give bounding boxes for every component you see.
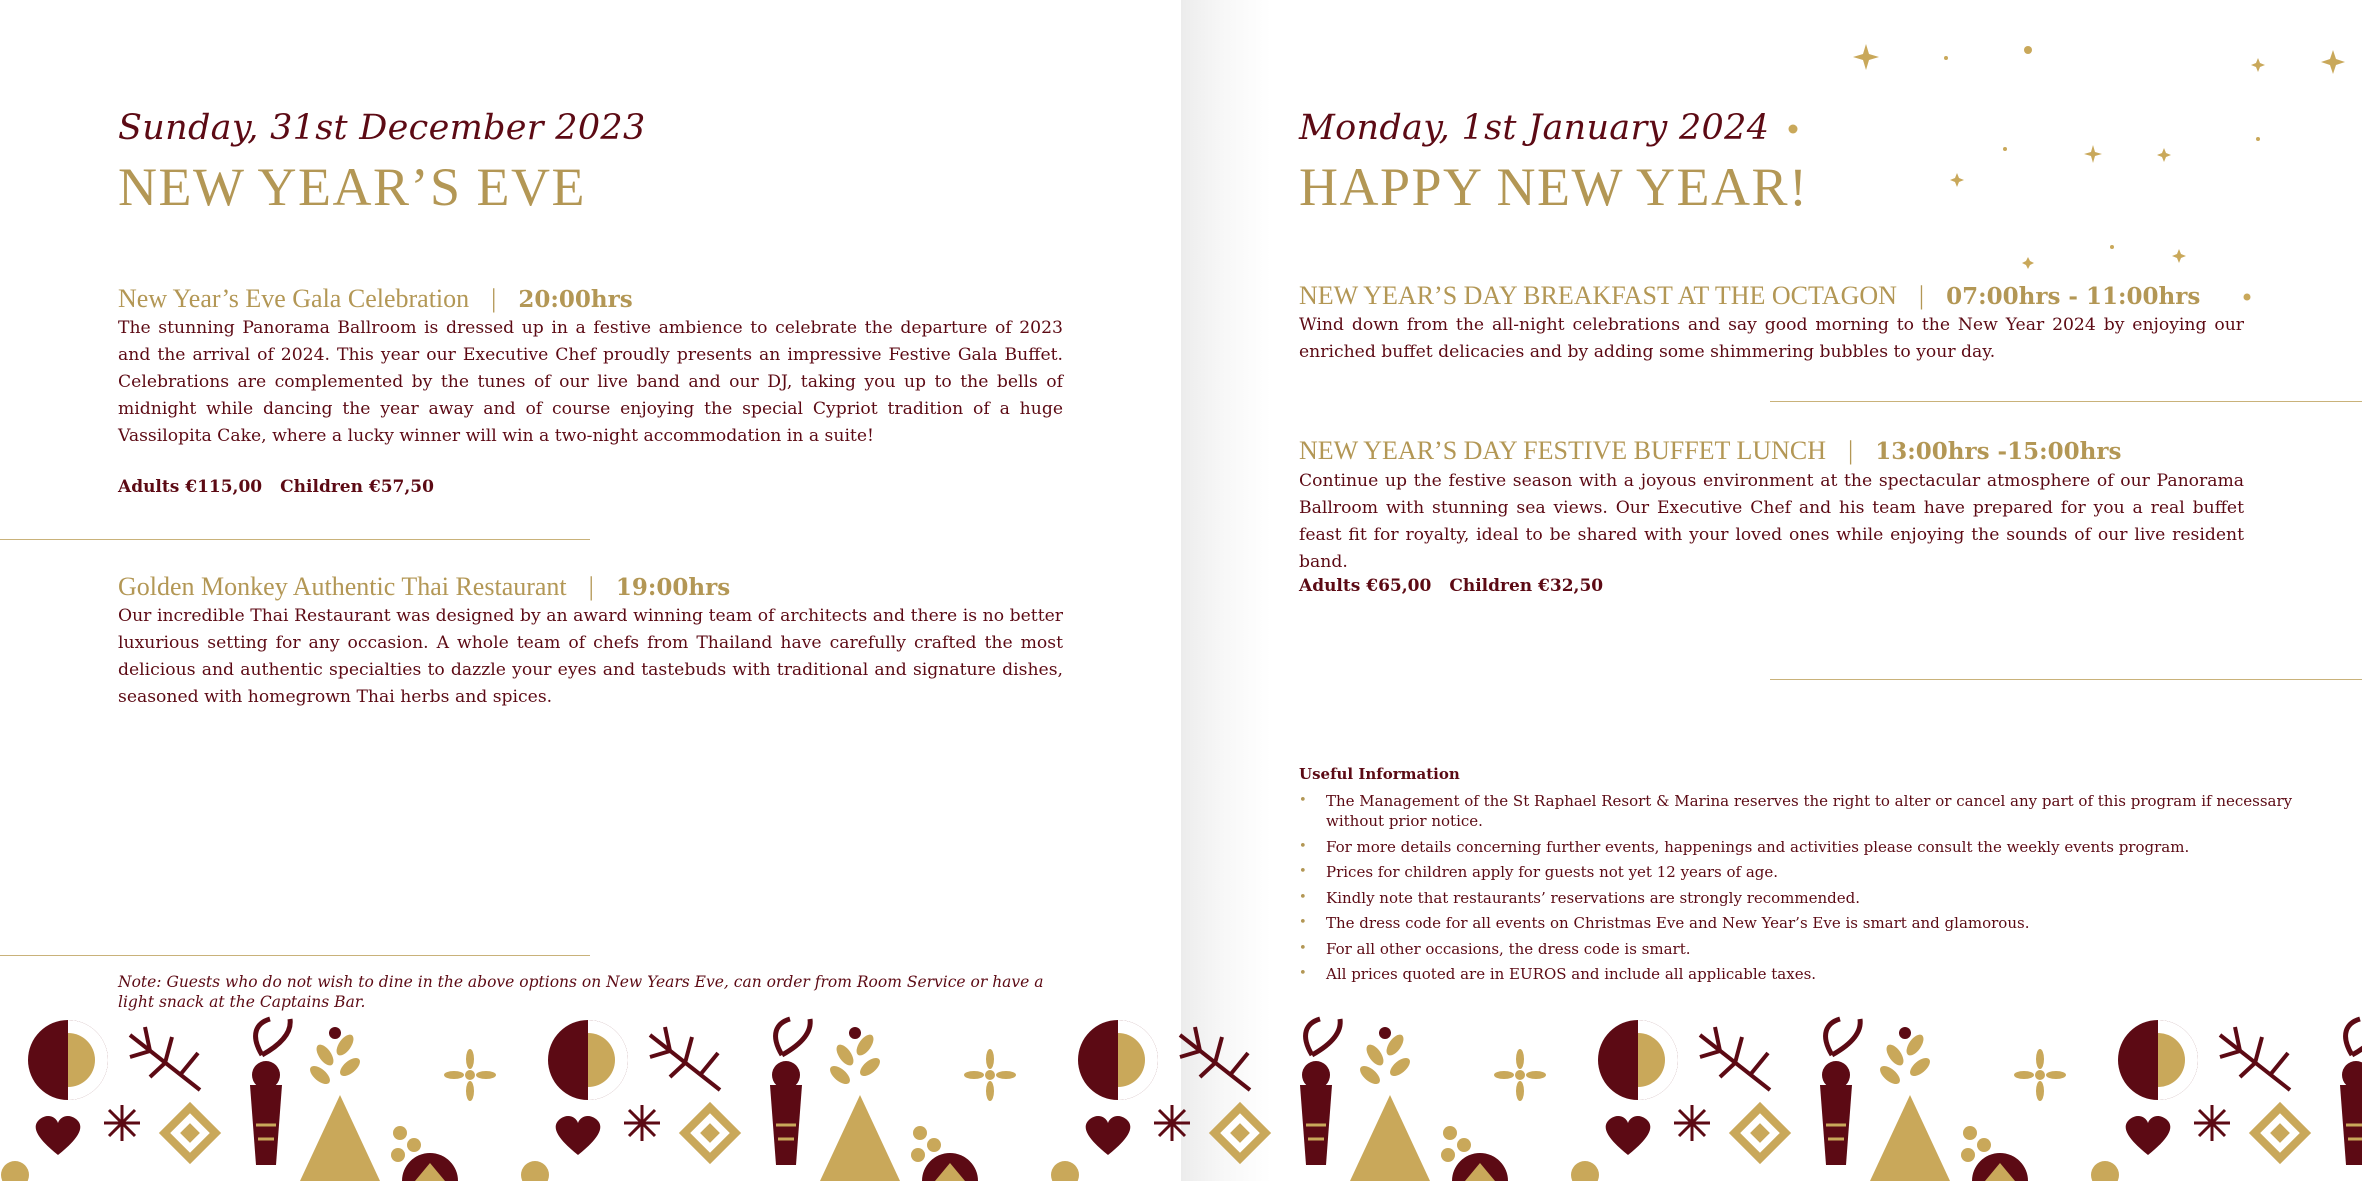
- star-icon: [2084, 145, 2102, 163]
- gala-prices: [118, 477, 434, 497]
- event-time: 19:00hrs: [615, 574, 731, 601]
- dot-icon: [2244, 294, 2251, 301]
- dot-icon: [1944, 56, 1948, 60]
- right-date: Monday, 1st January 2024: [1299, 108, 1770, 148]
- event-description-lunch: Continue up the festive season with a joyous environment at the spectacular atmosphere of our Panorama Ballroom with stunning sea views. Our Executive Chef and his team have prepared for you a real buffet feast fit for royalty, ideal to be shared with your loved ones while enjoying the sounds of our live resident band.: [1299, 471, 2244, 572]
- useful-info-title: Useful Information: [1299, 765, 1460, 783]
- star-icon: [2251, 58, 2265, 72]
- right-page: [1181, 0, 2362, 1181]
- event-separator: |: [491, 284, 497, 313]
- list-item: • The dress code for all events on Christmas Eve and New Year’s Eve is smart and glamorous.: [1299, 913, 2299, 933]
- event-description-gala: The stunning Panorama Ballroom is dressed up in a festive ambience to celebrate the departure of 2023 and the arrival of 2024. This year our Executive Chef proudly presents an impressive Festive Gala Buffet. Celebrations are complemented by the tunes of our live band and our DJ, taking you up to the bells of midnight while dancing the year away and of course enjoying the special Cypriot tradition of a huge Vassilopita Cake, where a lucky winner will win a two-night accommodation in a suite!: [118, 318, 1063, 446]
- event-separator: |: [1918, 281, 1925, 310]
- event-title-lunch: [1299, 436, 2121, 466]
- event-description-breakfast: Wind down from the all-night celebrations and say good morning to the New Year 2024 by enjoying our enriched buffet delicacies and by adding some shimmering bubbles to your day.: [1299, 315, 2244, 362]
- event-description-thai: Our incredible Thai Restaurant was designed by an award winning team of architects and there is no better luxurious setting for any occasion. A whole team of chefs from Thailand have carefully crafted the most delicious and authentic specialties to dazzle your eyes and tastebuds with traditional and signature dishes, seasoned with homegrown Thai herbs and spices.: [118, 606, 1063, 707]
- list-item: • For all other occasions, the dress code is smart.: [1299, 939, 2299, 959]
- dot-icon: [2024, 46, 2032, 54]
- left-date: Sunday, 31st December 2023: [118, 108, 646, 148]
- right-title: HAPPY NEW YEAR!: [1299, 157, 1809, 217]
- event-name: Golden Monkey Authentic Thai Restaurant: [118, 572, 567, 601]
- event-time: 07:00hrs - 11:00hrs: [1946, 283, 2201, 310]
- adults-price: Adults €115,00: [118, 477, 263, 497]
- useful-info-list: [1299, 791, 2299, 990]
- children-price: Children €32,50: [1449, 576, 1604, 596]
- dot-icon: [2110, 245, 2114, 249]
- left-title: NEW YEAR’S EVE: [118, 157, 586, 217]
- event-name: NEW YEAR’S DAY FESTIVE BUFFET LUNCH: [1299, 436, 1827, 465]
- event-time: 20:00hrs: [518, 286, 633, 313]
- event-title-gala: [118, 284, 633, 314]
- divider-left-1: [0, 539, 590, 540]
- list-item: • The Management of the St Raphael Resort & Marina reserves the right to alter or cancel any part of this program if necessary without prior notice.: [1299, 791, 2299, 831]
- star-icon: [2321, 50, 2345, 74]
- children-price: Children €57,50: [280, 477, 434, 497]
- divider-left-2: [0, 955, 590, 956]
- star-icon: [1853, 44, 1879, 70]
- star-icon: [1950, 173, 1964, 187]
- list-item: • For more details concerning further events, happenings and activities please consult the weekly events program.: [1299, 837, 2299, 857]
- list-item: • Prices for children apply for guests not yet 12 years of age.: [1299, 862, 2299, 882]
- event-title-thai: [118, 572, 730, 602]
- star-icon: [2157, 148, 2171, 162]
- lunch-prices: [1299, 576, 1603, 596]
- divider-right-2: [1770, 679, 2362, 680]
- list-item: • Kindly note that restaurants’ reservations are strongly recommended.: [1299, 888, 2299, 908]
- event-name: NEW YEAR’S DAY BREAKFAST AT THE OCTAGON: [1299, 281, 1897, 310]
- event-time: 13:00hrs -15:00hrs: [1875, 438, 2122, 465]
- event-separator: |: [588, 572, 594, 601]
- dot-icon: [2003, 147, 2007, 151]
- event-name: New Year’s Eve Gala Celebration: [118, 284, 470, 313]
- event-title-breakfast: [1299, 281, 2200, 311]
- divider-right-1: [1770, 401, 2362, 402]
- dot-icon: [2256, 137, 2260, 141]
- footer-note: Note: Guests who do not wish to dine in the above options on New Years Eve, can order from Room Service or have a light snack at the Captains Bar.: [118, 973, 1044, 1011]
- list-item: • All prices quoted are in EUROS and include all applicable taxes.: [1299, 964, 2299, 984]
- festive-pattern-band: [0, 1015, 2362, 1181]
- star-icon: [2022, 257, 2034, 269]
- dot-icon: [1789, 125, 1798, 134]
- star-icon: [2172, 249, 2186, 263]
- event-separator: |: [1848, 436, 1854, 465]
- adults-price: Adults €65,00: [1299, 576, 1432, 596]
